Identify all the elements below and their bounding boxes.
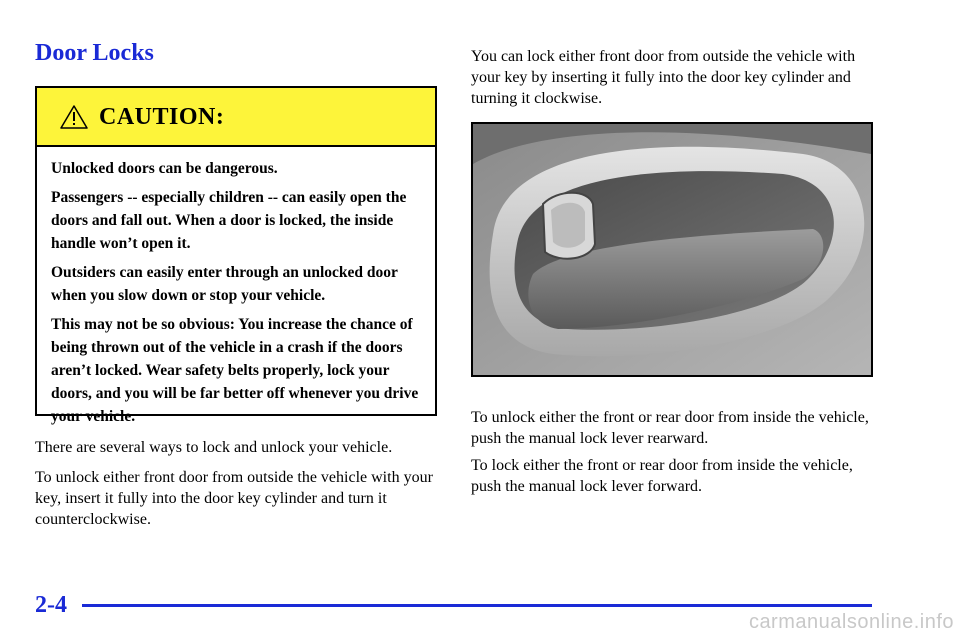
caution-header bbox=[37, 88, 435, 147]
left-paragraph-2 bbox=[35, 467, 440, 530]
left-paragraph-1 bbox=[35, 437, 440, 458]
right-intro bbox=[471, 46, 876, 109]
page-number: 2-4 bbox=[35, 592, 67, 618]
door-handle-photo bbox=[471, 122, 873, 377]
body-text: To unlock either front door from outside the vehicle with your key, insert it fully into the door key cylinder and turn it counterclockwise. bbox=[35, 469, 433, 528]
body-text: You can lock either front door from outside the vehicle with your key by inserting it fully into the door key cylinder and turning it clockwise. bbox=[471, 48, 856, 107]
right-paragraph-1 bbox=[471, 407, 876, 449]
watermark: carmanualsonline.info bbox=[748, 611, 954, 633]
body-text: To lock either the front or rear door from inside the vehicle, push the manual lock lever forward. bbox=[471, 457, 853, 495]
body-text: There are several ways to lock and unlock your vehicle. bbox=[35, 439, 393, 456]
caution-box bbox=[35, 86, 437, 425]
caution-paragraph: Unlocked doors can be dangerous. bbox=[51, 160, 278, 177]
caution-paragraph: Passengers -- especially children -- can easily open the doors and fall out. When a door is locked, the inside handle won’t open it. bbox=[51, 189, 407, 252]
warning-triangle-icon bbox=[59, 104, 89, 130]
caution-paragraph: This may not be so obvious: You increase the chance of being thrown out of the vehicle in a crash if the doors aren’t locked. Wear safety belts properly, lock your doors, and you will be far better off whenever you drive your vehicle. bbox=[51, 316, 419, 425]
caution-body bbox=[37, 147, 435, 428]
caution-paragraph: Outsiders can easily enter through an unlocked door when you slow down or stop your vehicle. bbox=[51, 264, 398, 304]
right-paragraph-2 bbox=[471, 455, 876, 497]
body-text: To unlock either the front or rear door from inside the vehicle, push the manual lock lever rearward. bbox=[471, 409, 869, 447]
caution-heading: CAUTION: bbox=[99, 104, 225, 130]
page-title: Door Locks bbox=[35, 40, 154, 66]
footer-rule bbox=[82, 604, 872, 607]
